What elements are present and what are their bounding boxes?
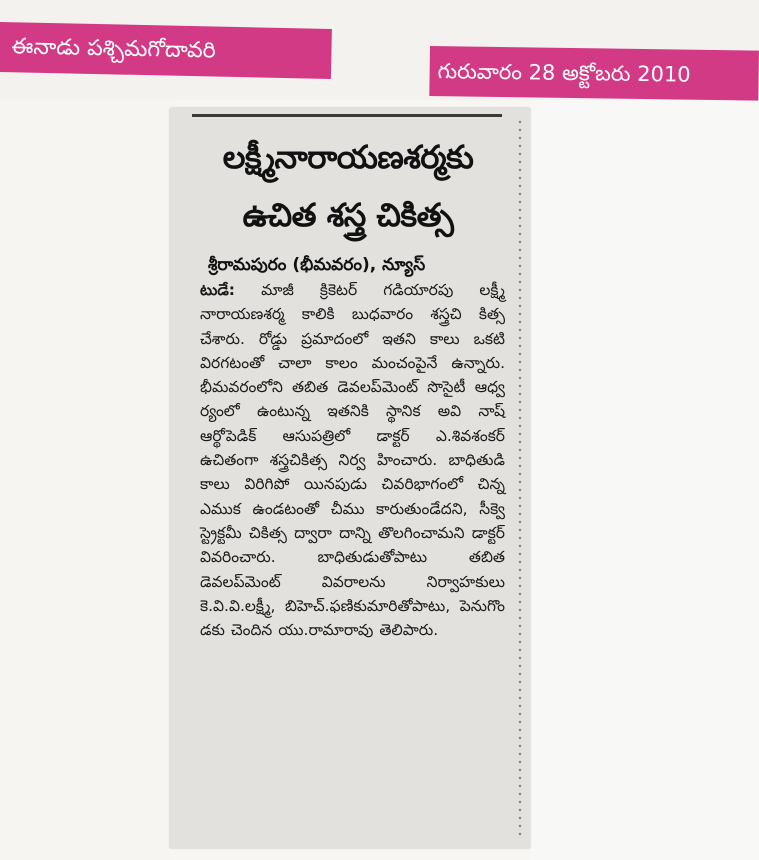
article-headline <box>188 128 508 244</box>
edition-banner: ఈనాడు పశ్చిమగోదావరి <box>0 22 332 79</box>
article-body-lead: టుడే: <box>200 281 235 299</box>
article-body <box>200 278 505 642</box>
article-body-text: మాజీ క్రికెటర్ గడియారపు లక్ష్మీ నారాయణశర్మ కాలికి బుధవారం శస్త్రచి కిత్స చేశారు. రోడ్డు ప్రమాదంలో ఇతని కాలు ఒకటి విరగటంతో చాలా కాలం మంచంపైనే ఉన్నారు. భీమవరంలోని తబిత డెవలప్‌మెంట్ సొసైటీ ఆధ్వ ర్యంలో ఉంటున్న ఇతనికి స్థానిక అవి నాష్ ఆర్థోపెడిక్ ఆసుపత్రిలో డాక్టర్ ఎ.శివశంకర్ ఉచితంగా శస్త్రచికిత్స నిర్వ హించారు. బాధితుడి కాలు విరిగిపో యినపుడు చివరిభాగంలో చిన్న ఎముక ఉండటంతో చీము కారుతుండేదని, సీక్వె స్ట్రెక్టమీ చికిత్స ద్వారా దాన్ని తొలగించామని డాక్టర్ వివరించారు. బాధితుడుతోపాటు తబిత డెవలప్‌మెంట్ వివరాలను నిర్వాహకులు కె.వి.వి.లక్ష్మీ, బిహెచ్.ఫణికుమారితోపాటు, పెనుగొం డకు చెందిన యు.రామారావు తెలిపారు. <box>200 281 505 640</box>
headline-line-2: ఉచిత శస్త్ర చికిత్స <box>242 196 454 234</box>
left-margin <box>0 100 170 860</box>
perforated-edge <box>518 118 522 838</box>
headline-line-1: లక్ష్మీనారాయణశర్మకు <box>222 138 474 176</box>
news-clipping <box>170 108 530 848</box>
right-margin <box>530 100 759 860</box>
headline-rule <box>192 114 502 117</box>
article-dateline: శ్రీరామపురం (భీమవరం), న్యూస్ <box>208 255 426 275</box>
date-banner: గురువారం 28 అక్టోబరు 2010 <box>429 46 759 101</box>
